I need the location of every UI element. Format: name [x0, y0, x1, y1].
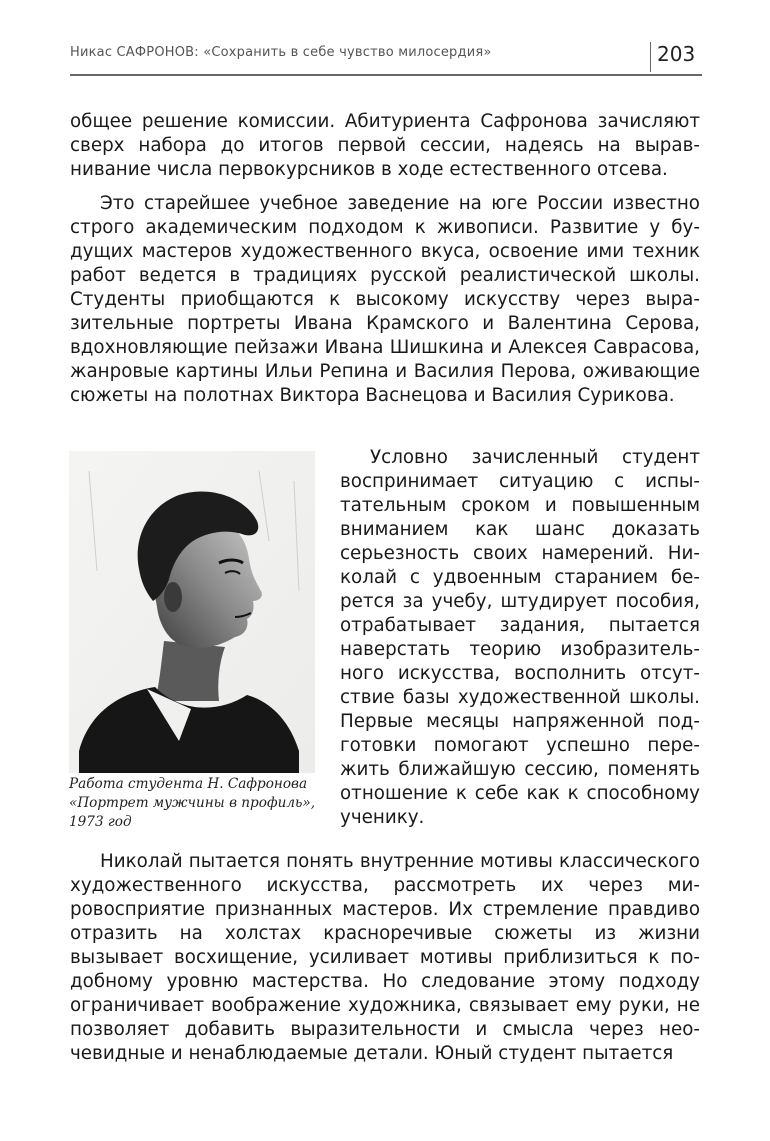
page-header: [70, 42, 702, 74]
paragraph-4: Николай пытается понять внутренние мотивы классического художественного искусства, рассмотреть их через мировосприятие признанных мастеров. Их стремление правдиво отразить на холстах красноречивые сюжеты из жизни вызывает восхищение, усиливает мотивы приблизиться к подобному уровню мастерства. Но следование этому подходу ограничивает воображение художника, связывает ему руки, не позволяет добавить выразительности и смысла через неочевидные и ненаблюдаемые детали. Юный студент пытается: [70, 851, 700, 1064]
portrait-ear: [164, 582, 182, 612]
portrait-illustration: [69, 451, 315, 773]
page-number: 203: [657, 42, 696, 66]
caption-line-2: «Портрет мужчины в профиль»,: [69, 795, 316, 811]
paragraph-2: Это старейшее учебное заведение на юге России известно строго академическим подходом к живописи. Развитие у будущих мастеров художественного вкуса, освоение ими техник работ ведется в традициях русской реалистической школы. Студенты приобщаются к высокому искусству через выразительные портреты Ивана Крамского и Валентина Серова, вдохновляющие пейзажи Ивана Шишкина и Алексея Саврасова, жанровые картины Ильи Репина и Василия Перова, оживающие сюжеты на полотнах Виктора Васнецова и Василия Сурикова.: [70, 193, 700, 406]
paragraph-1: общее решение комиссии. Абитуриента Сафронова зачисляют сверх набора до итогов первой сессии, надеясь на выравнивание числа первокурсников в ходе естественного отсева.: [70, 111, 700, 180]
caption-line-1: Работа студента Н. Сафронова: [69, 776, 308, 792]
portrait-neck: [155, 641, 225, 701]
caption-line-3: 1973 год: [69, 814, 132, 830]
running-title: Никас САФРОНОВ: «Сохранить в себе чувство милосердия»: [70, 45, 492, 60]
figure-caption: [69, 775, 329, 832]
paragraph-3: Условно зачисленный студент воспринимает ситуацию с испытательным сроком и повышенным вниманием как шанс доказать серьезность своих намерений. Николай с удвоенным старанием берется за учебу, штудирует пособия, отрабатывает задания, пытается наверстать теорию изобразительного искусства, восполнить отсутствие базы художественной школы. Первые месяцы напряженной подготовки помогают успешно пережить ближайшую сессию, поменять отношение к себе как к способному ученику.: [340, 447, 700, 828]
header-rule: [70, 74, 702, 76]
header-divider: [650, 42, 651, 72]
